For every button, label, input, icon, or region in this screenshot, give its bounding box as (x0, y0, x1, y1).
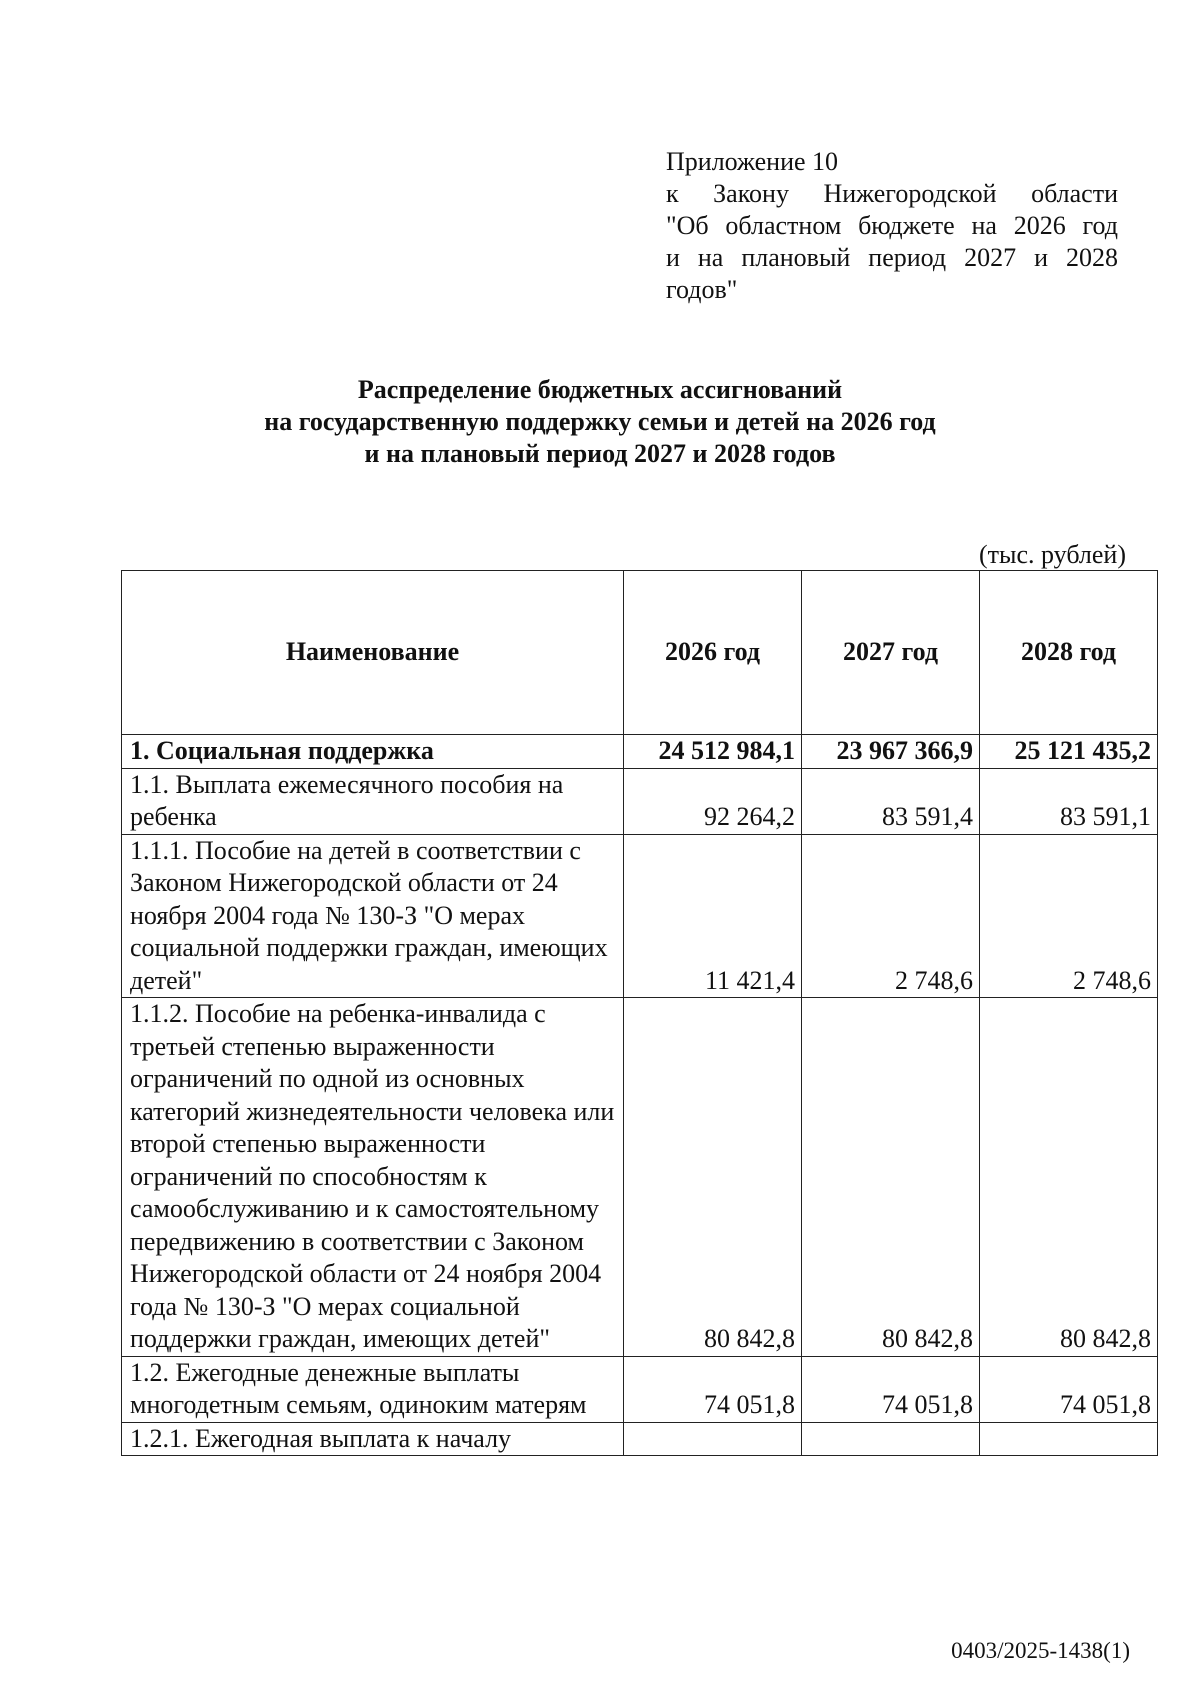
header-2028: 2028 год (980, 571, 1158, 735)
table-row (122, 834, 1158, 998)
appendix-header (666, 146, 1118, 306)
row-value-2026: 24 512 984,1 (624, 735, 802, 769)
row-value-2028: 25 121 435,2 (980, 735, 1158, 769)
table-row (122, 735, 1158, 769)
appendix-law-line: к Закону Нижегородской области (666, 179, 1118, 208)
row-value-2027: 23 967 366,9 (802, 735, 980, 769)
row-value-2027: 74 051,8 (802, 1356, 980, 1422)
document-title-line-2: на государственную поддержку семьи и детей на 2026 год (264, 407, 936, 436)
row-value-2026: 11 421,4 (624, 834, 802, 998)
header-name: Наименование (122, 571, 624, 735)
row-name: 1.2. Ежегодные денежные выплаты многодетным семьям, одиноким матерям (122, 1356, 624, 1422)
row-value-2028: 74 051,8 (980, 1356, 1158, 1422)
table-row (122, 1422, 1158, 1456)
appendix-title-line-1: "Об областном бюджете на 2026 год (666, 211, 1118, 240)
row-value-2028 (980, 1422, 1158, 1456)
row-name: 1.1. Выплата ежемесячного пособия на ребенка (122, 768, 624, 834)
row-value-2028: 80 842,8 (980, 998, 1158, 1357)
row-value-2028: 83 591,1 (980, 768, 1158, 834)
header-2027: 2027 год (802, 571, 980, 735)
row-value-2027 (802, 1422, 980, 1456)
row-name: 1. Социальная поддержка (122, 735, 624, 769)
row-name: 1.1.2. Пособие на ребенка-инвалида с третьей степенью выраженности ограничений по одной из основных категорий жизнедеятельности человека или второй степенью выраженности ограничений по способностям к самообслуживанию и к самостоятельному передвижению в соответствии с Законом Нижегородской области от 24 ноября 2004 года № 130-З "О мерах социальной поддержки граждан, имеющих детей" (122, 998, 624, 1357)
document-number: 0403/2025-1438(1) (951, 1638, 1130, 1663)
table-row (122, 1356, 1158, 1422)
appendix-title-line-2: и на плановый период 2027 и 2028 (666, 243, 1118, 272)
row-value-2026 (624, 1422, 802, 1456)
units-label: (тыс. рублей) (978, 540, 1126, 569)
budget-table (121, 570, 1158, 1456)
header-2026: 2026 год (624, 571, 802, 735)
document-title-line-1: Распределение бюджетных ассигнований (357, 375, 843, 404)
document-title (100, 374, 1100, 470)
row-value-2026: 92 264,2 (624, 768, 802, 834)
appendix-number: Приложение 10 (666, 147, 839, 176)
row-name: 1.2.1. Ежегодная выплата к началу (122, 1422, 624, 1456)
row-value-2027: 2 748,6 (802, 834, 980, 998)
table-row (122, 768, 1158, 834)
row-value-2027: 80 842,8 (802, 998, 980, 1357)
table-header-row (122, 571, 1158, 735)
row-value-2026: 80 842,8 (624, 998, 802, 1357)
row-value-2026: 74 051,8 (624, 1356, 802, 1422)
row-value-2027: 83 591,4 (802, 768, 980, 834)
document-title-line-3: и на плановый период 2027 и 2028 годов (364, 439, 836, 468)
row-name: 1.1.1. Пособие на детей в соответствии с Законом Нижегородской области от 24 ноября 2004 года № 130-З "О мерах социальной поддержки граждан, имеющих детей" (122, 834, 624, 998)
table-row (122, 998, 1158, 1357)
row-value-2028: 2 748,6 (980, 834, 1158, 998)
appendix-title-line-3: годов" (666, 275, 738, 304)
